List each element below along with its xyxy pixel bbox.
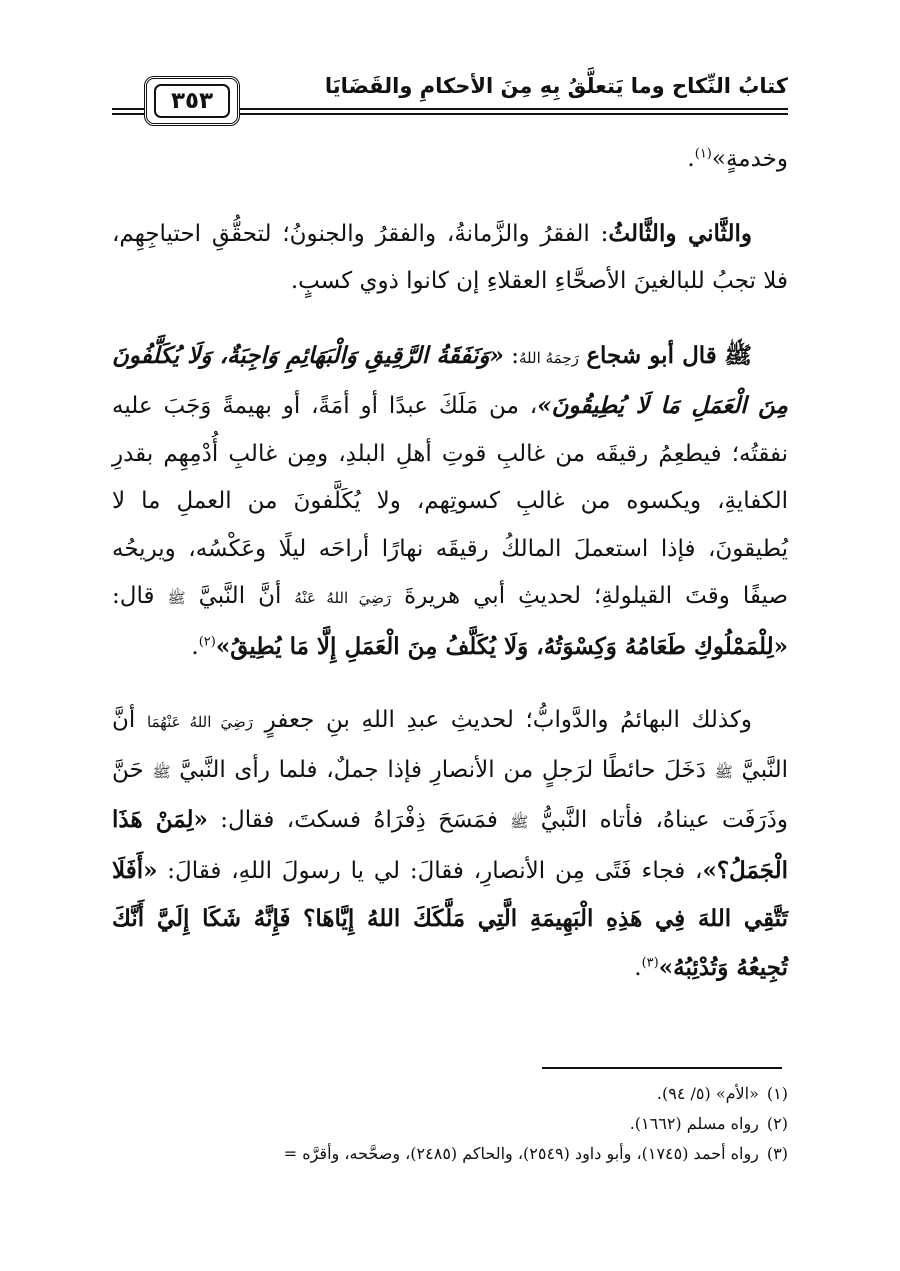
chapter-title: كتابُ النِّكاح وما يَتعلَّقُ بِهِ مِنَ الأحكامِ والقَضَايَا	[324, 74, 788, 98]
honorific: رَحِمَهُ اللهُ	[519, 348, 579, 367]
footnote-ref-3: (٣)	[641, 954, 659, 970]
hadith-quote-camel: «لِمَنْ هَذَا الْجَمَلُ؟»	[112, 806, 788, 884]
matn-mark: ﷺ	[724, 341, 753, 369]
author-name: قال أبو شجاع	[586, 341, 717, 369]
paragraph-1: وخدمةٍ»$^{(١)}$.	[687, 146, 788, 172]
hadith-quote: «لِلْمَمْلُوكِ طَعَامُهُ وَكِسْوَتُهُ، وَلَا يُكَلَّفُ مِنَ الْعَمَلِ إِلَّا مَا يُطِيقُ»	[215, 632, 788, 660]
hadith-quote-long: «أَفَلَا تَتَّقِي اللهَ فِي هَذِهِ الْبَهِيمَةِ الَّتِي مَلَّكَكَ اللهُ إِيَّاهَا؟ فَإِنَّهُ شَكَا إِلَيَّ أَنَّكَ تُجِيعُهُ وَتُدْئِبُهُ»	[112, 856, 788, 981]
paragraph-2: والثَّاني والثَّالثُ: الفقرُ والزَّمانةُ، والفقرُ والجنونُ؛ لتحقُّقِ احتياجِهِم، فلا تجبُ للبالغينَ الأصحَّاءِ العقلاءِ إن كانوا ذوي كسبٍ.	[112, 219, 788, 294]
page-number-box	[144, 76, 240, 126]
page-header	[112, 64, 788, 124]
footnote-3: (٣)رواه أحمد (١٧٤٥)، وأبو داود (٢٥٤٩)، والحاكم (٢٤٨٥)، وصحَّحه، وأقرَّه =	[283, 1144, 788, 1163]
page-number: ٣٥٣	[170, 88, 214, 114]
footnote-divider	[542, 1067, 782, 1069]
paragraph-3: ﷺ قال أبو شجاع رَحِمَهُ اللهُ: «وَنَفَقَةُ الرَّقِيقِ وَالْبَهَائِمِ وَاجِبَةٌ، وَلَا يُكَلَّفُونَ مِنَ الْعَمَلِ مَا لَا يُطِيقُونَ»، من مَلَكَ عبدًا أو أمَةً، أو بهيمةً وَجَبَ عليه نفقتُه؛ فيطعِمُ رقيقَه من غالبِ قوتِ أهلِ البلدِ، ومِن غالبِ أُدْمِهِم بقدرِ الكفايةِ، ويكسوه من غالبِ كسوتِهم، ولا يُكَلَّفونَ من العملِ ما لا يُطيقونَ، فإذا استعملَ المالكُ رقيقَه نهارًا أراحَه ليلًا وعَكْسُه، ويريحُه صيفًا وقتَ القيلولةِ؛ لحديثِ أبي هريرةَ رَضِيَ اللهُ عَنْهُ أنَّ النَّبيَّ ﷺ قال: «لِلْمَمْلُوكِ طَعَامُهُ وَكِسْوَتُهُ، وَلَا يُكَلَّفُ مِنَ الْعَمَلِ إِلَّا مَا يُطِيقُ»$^{(٢)}$.	[112, 341, 788, 660]
matn-quote: «وَنَفَقَةُ الرَّقِيقِ وَالْبَهَائِمِ وَاجِبَةٌ، وَلَا يُكَلَّفُونَ مِنَ الْعَمَلِ مَا لَا يُطِيقُونَ»	[112, 341, 788, 419]
heading-second-third: والثَّاني والثَّالثُ	[608, 219, 753, 247]
footnote-ref-2: (٢)	[198, 633, 216, 649]
paragraph-4: وكذلك البهائمُ والدَّوابُّ؛ لحديثِ عبدِ اللهِ بنِ جعفرٍ رَضِيَ اللهُ عَنْهُمَا أنَّ النَّبيَّ ﷺ دَخَلَ حائطًا لرَجلٍ من الأنصارِ فإذا جملٌ، فلما رأى النَّبيَّ ﷺ حَنَّ وذَرَفَت عيناهُ، فأتاه النَّبيُّ ﷺ فمَسَحَ ذِفْرَاهُ فسكتَ، فقال: «لِمَنْ هَذَا الْجَمَلُ؟»، فجاء فَتًى مِن الأنصارِ، فقالَ: لي يا رسولَ اللهِ، فقالَ: «أَفَلَا تَتَّقِي اللهَ فِي هَذِهِ الْبَهِيمَةِ الَّتِي مَلَّكَكَ اللهُ إِيَّاهَا؟ فَإِنَّهُ شَكَا إِلَيَّ أَنَّكَ تُجِيعُهُ وَتُدْئِبُهُ»$^{(٣)}$.	[112, 707, 788, 981]
footnote-2: (٢)رواه مسلم (١٦٦٢).	[629, 1114, 788, 1133]
footnotes	[112, 1079, 788, 1169]
footnote-ref-1: (١)	[694, 146, 712, 162]
main-text	[112, 136, 788, 992]
footnote-1: (١)«الأم» (٥/ ٩٤).	[656, 1084, 788, 1103]
